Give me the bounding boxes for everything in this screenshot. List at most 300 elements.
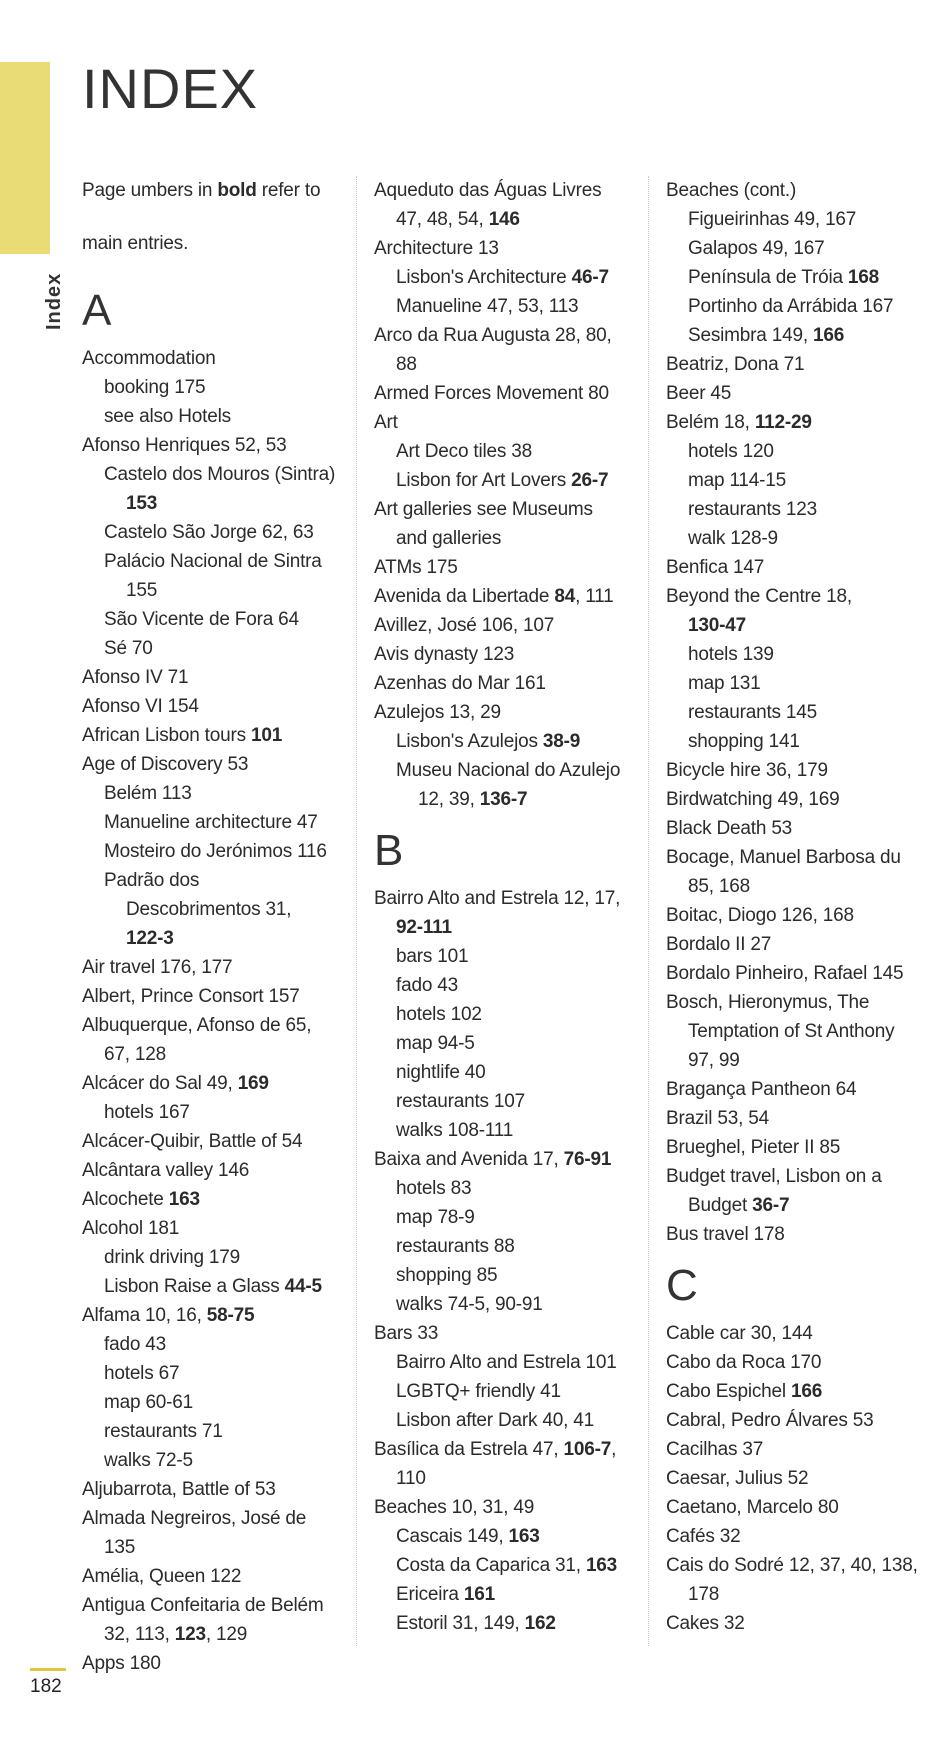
entry-text: main entries. [82, 233, 189, 254]
main-page-ref: 136-7 [479, 789, 528, 810]
main-page-ref: 106-7 [563, 1439, 612, 1460]
entry-text: São Vicente de Fora 64 [104, 609, 299, 630]
entry-text: hotels 120 [688, 441, 774, 462]
side-label: Index [43, 272, 65, 330]
entry-text: Basílica da Estrela 47, [374, 1439, 564, 1460]
index-entry [374, 1319, 639, 1348]
entry-text: Benfica 147 [666, 557, 765, 578]
index-entry [666, 553, 931, 582]
index-entry [666, 814, 931, 843]
index-subentry [374, 1261, 639, 1290]
entry-text: 97, 99 [688, 1050, 740, 1071]
main-page-ref: 123 [174, 1624, 206, 1645]
entry-text: Palácio Nacional de Sintra [104, 551, 322, 572]
entry-text: Cabo da Roca 170 [666, 1352, 822, 1373]
index-entry [666, 959, 931, 988]
index-subentry [82, 924, 347, 953]
index-subentry [374, 1232, 639, 1261]
entry-text: Amélia, Queen 122 [82, 1566, 242, 1587]
entry-text: Alfama 10, 16, [82, 1305, 207, 1326]
entry-text: Arco da Rua Augusta 28, 80, [374, 325, 612, 346]
index-entry [374, 495, 639, 524]
index-subentry [82, 808, 347, 837]
entry-text: hotels 67 [104, 1363, 180, 1384]
entry-text: Península de Tróia [688, 267, 848, 288]
entry-text: Belém 113 [104, 783, 192, 804]
entry-text: Apps 180 [82, 1653, 161, 1674]
entry-text: Castelo dos Mouros (Sintra) [104, 464, 336, 485]
entry-text: Beyond the Centre 18, [666, 586, 852, 607]
index-subentry [666, 669, 931, 698]
section-letter: B [374, 826, 404, 875]
index-subentry [666, 466, 931, 495]
index-column-1 [82, 176, 347, 1678]
index-subentry [374, 756, 639, 785]
index-subentry [666, 234, 931, 263]
index-subentry [374, 524, 639, 553]
index-intro-note [82, 176, 347, 205]
index-entry [666, 1075, 931, 1104]
index-subentry [82, 605, 347, 634]
main-page-ref: 26-7 [571, 470, 609, 491]
main-page-ref: 130-47 [688, 615, 746, 636]
index-subentry [374, 1406, 639, 1435]
index-subentry [374, 1174, 639, 1203]
entry-text: Bairro Alto and Estrela 12, 17, [374, 888, 621, 909]
index-entry [374, 640, 639, 669]
index-entry [374, 1493, 639, 1522]
index-entry [82, 1562, 347, 1591]
index-entry [82, 431, 347, 460]
entry-text: Accommodation [82, 348, 216, 369]
index-subentry [82, 373, 347, 402]
entry-text: Azulejos 13, 29 [374, 702, 501, 723]
index-subentry [374, 350, 639, 379]
page-title: INDEX [82, 57, 259, 120]
entry-text: Portinho da Arrábida 167 [688, 296, 894, 317]
entry-text: Museu Nacional do Azulejo [396, 760, 621, 781]
entry-text: Afonso Henriques 52, 53 [82, 435, 287, 456]
index-entry [82, 1214, 347, 1243]
index-entry [666, 756, 931, 785]
entry-text: refer to [256, 180, 321, 201]
entry-text: Bosch, Hieronymus, The [666, 992, 870, 1013]
entry-text: Lisbon's Azulejos [396, 731, 543, 752]
entry-text: Castelo São Jorge 62, 63 [104, 522, 314, 543]
main-page-ref: 38-9 [542, 731, 581, 752]
page-number-rule [30, 1668, 66, 1671]
main-page-ref: 166 [791, 1381, 823, 1402]
entry-text: Lisbon's Architecture [396, 267, 572, 288]
index-subentry [374, 1203, 639, 1232]
index-entry [374, 176, 639, 205]
entry-text: 67, 128 [104, 1044, 166, 1065]
main-page-ref: 163 [585, 1555, 618, 1576]
index-entry [666, 1348, 931, 1377]
entry-text: Beaches (cont.) [666, 180, 797, 201]
index-entry [374, 669, 639, 698]
index-entry [666, 1522, 931, 1551]
column-divider [356, 176, 357, 1646]
entry-text: bars 101 [396, 946, 469, 967]
entry-text: Estoril 31, 149, [396, 1613, 525, 1634]
index-subentry [82, 402, 347, 431]
index-entry [82, 953, 347, 982]
entry-text: Alcácer-Quibir, Battle of 54 [82, 1131, 303, 1152]
entry-text: Bicycle hire 36, 179 [666, 760, 828, 781]
index-subentry [82, 1388, 347, 1417]
main-page-ref: 36-7 [752, 1195, 790, 1216]
entry-text: Alcântara valley 146 [82, 1160, 250, 1181]
index-subentry [374, 913, 639, 942]
entry-text: Bocage, Manuel Barbosa du [666, 847, 901, 868]
index-subentry [82, 489, 347, 518]
index-subentry [374, 1087, 639, 1116]
entry-text: Bus travel 178 [666, 1224, 785, 1245]
index-subentry [374, 1609, 639, 1638]
index-entry [374, 1435, 639, 1464]
index-entry [82, 1301, 347, 1330]
entry-text: Avillez, José 106, 107 [374, 615, 555, 636]
entry-text: Almada Negreiros, José de [82, 1508, 307, 1529]
entry-text: hotels 167 [104, 1102, 190, 1123]
entry-text: Brueghel, Pieter II 85 [666, 1137, 841, 1158]
index-subentry [666, 1580, 931, 1609]
entry-text: 135 [104, 1537, 136, 1558]
index-subentry [374, 205, 639, 234]
index-entry [82, 1069, 347, 1098]
index-entry [666, 901, 931, 930]
index-subentry [82, 547, 347, 576]
entry-text: fado 43 [104, 1334, 166, 1355]
index-subentry [82, 1243, 347, 1272]
entry-text: Armed Forces Movement 80 [374, 383, 609, 404]
entry-text: Brazil 53, 54 [666, 1108, 770, 1129]
entry-text: Beatriz, Dona 71 [666, 354, 805, 375]
main-page-ref: 101 [251, 725, 283, 746]
entry-text: Aljubarrota, Battle of 53 [82, 1479, 276, 1500]
index-subentry [374, 1000, 639, 1029]
index-subentry [666, 205, 931, 234]
main-page-ref: 84 [554, 586, 576, 607]
index-subentry [374, 1058, 639, 1087]
entry-text: Art Deco tiles 38 [396, 441, 532, 462]
index-subentry [666, 727, 931, 756]
index-subentry [82, 1040, 347, 1069]
index-entry [82, 1185, 347, 1214]
entry-text: Cacilhas 37 [666, 1439, 764, 1460]
index-subentry [374, 785, 639, 814]
entry-text: Architecture 13 [374, 238, 499, 259]
entry-text: Alcohol 181 [82, 1218, 180, 1239]
index-subentry [666, 872, 931, 901]
index-subentry [666, 524, 931, 553]
index-entry [374, 698, 639, 727]
entry-text: Azenhas do Mar 161 [374, 673, 546, 694]
index-subentry [374, 1116, 639, 1145]
index-intro-note [82, 229, 347, 258]
index-entry [666, 1162, 931, 1191]
entry-text: Beer 45 [666, 383, 732, 404]
entry-text: walks 74-5, 90-91 [396, 1294, 543, 1315]
index-entry [82, 1127, 347, 1156]
entry-text: Padrão dos [104, 870, 200, 891]
entry-text: Figueirinhas 49, 167 [688, 209, 857, 230]
entry-text: 110 [396, 1468, 426, 1489]
entry-text: see also Hotels [104, 406, 231, 427]
index-entry [82, 344, 347, 373]
index-subentry [666, 1046, 931, 1075]
index-entry [82, 721, 347, 750]
index-subentry [374, 1377, 639, 1406]
entry-text: shopping 141 [688, 731, 800, 752]
entry-text: Albert, Prince Consort 157 [82, 986, 300, 1007]
entry-text: restaurants 107 [396, 1091, 526, 1112]
index-entry [666, 1435, 931, 1464]
entry-text: walk 128-9 [688, 528, 778, 549]
entry-text: Afonso VI 154 [82, 696, 199, 717]
entry-text: Aqueduto das Águas Livres [374, 180, 602, 201]
entry-text: Air travel 176, 177 [82, 957, 233, 978]
entry-text: Afonso IV 71 [82, 667, 189, 688]
entry-text: Sé 70 [104, 638, 153, 659]
entry-text: Baixa and Avenida 17, [374, 1149, 564, 1170]
entry-text: Antigua Confeitaria de Belém [82, 1595, 324, 1616]
entry-text: Cabral, Pedro Álvares 53 [666, 1410, 874, 1431]
entry-text: hotels 83 [396, 1178, 472, 1199]
index-entry [82, 1504, 347, 1533]
index-entry [666, 350, 931, 379]
index-entry [374, 408, 639, 437]
entry-text: , [611, 1439, 617, 1460]
index-entry [666, 582, 931, 611]
entry-text: Cable car 30, 144 [666, 1323, 813, 1344]
entry-text: Black Death 53 [666, 818, 793, 839]
entry-text: Bars 33 [374, 1323, 439, 1344]
entry-text: LGBTQ+ friendly 41 [396, 1381, 561, 1402]
index-entry [666, 176, 931, 205]
index-entry [82, 1011, 347, 1040]
index-entry [374, 553, 639, 582]
entry-text: Avenida da Libertade [374, 586, 555, 607]
entry-text: Bordalo Pinheiro, Rafael 145 [666, 963, 904, 984]
index-subentry [666, 1017, 931, 1046]
entry-text: map 114-15 [688, 470, 786, 491]
entry-text: 47, 48, 54, [396, 209, 489, 230]
index-entry [666, 843, 931, 872]
index-subentry [374, 437, 639, 466]
index-entry [82, 982, 347, 1011]
index-entry [374, 611, 639, 640]
index-subentry [666, 495, 931, 524]
index-subentry [374, 1290, 639, 1319]
index-subentry [666, 611, 931, 640]
index-subentry [82, 518, 347, 547]
index-entry [666, 1220, 931, 1249]
entry-text: booking 175 [104, 377, 206, 398]
entry-text: Budget [688, 1195, 753, 1216]
index-column-2 [374, 176, 639, 1638]
entry-text: Manueline architecture 47 [104, 812, 318, 833]
index-entry [82, 1649, 347, 1678]
index-subentry [666, 292, 931, 321]
entry-text: restaurants 123 [688, 499, 818, 520]
index-subentry [82, 460, 347, 489]
entry-text: Art [374, 412, 398, 433]
index-subentry [82, 895, 347, 924]
index-entry [666, 1104, 931, 1133]
entry-text: Bairro Alto and Estrela 101 [396, 1352, 617, 1373]
index-subentry [374, 1029, 639, 1058]
entry-text: Sesimbra 149, [688, 325, 813, 346]
main-page-ref: 161 [463, 1584, 495, 1605]
index-entry [666, 1319, 931, 1348]
entry-text: Caesar, Julius 52 [666, 1468, 809, 1489]
index-entry [82, 692, 347, 721]
index-entry [82, 663, 347, 692]
main-page-ref: 162 [524, 1613, 556, 1634]
entry-text: Bordalo II 27 [666, 934, 772, 955]
entry-text: Caetano, Marcelo 80 [666, 1497, 839, 1518]
index-subentry [82, 1272, 347, 1301]
index-subentry [82, 779, 347, 808]
entry-text: Page umbers in [82, 180, 218, 201]
index-entry [666, 379, 931, 408]
entry-text: Art galleries see Museums [374, 499, 593, 520]
entry-text: 32, 113, [104, 1624, 175, 1645]
index-subentry [666, 321, 931, 350]
index-subentry [82, 866, 347, 895]
entry-text: Mosteiro do Jerónimos 116 [104, 841, 327, 862]
entry-text: Galapos 49, 167 [688, 238, 825, 259]
entry-text: shopping 85 [396, 1265, 498, 1286]
index-subentry [374, 942, 639, 971]
entry-text: Birdwatching 49, 169 [666, 789, 840, 810]
entry-text: 155 [126, 580, 158, 601]
index-subentry [82, 1330, 347, 1359]
index-subentry [82, 1533, 347, 1562]
entry-text: restaurants 88 [396, 1236, 515, 1257]
entry-text: walks 108-111 [396, 1120, 514, 1141]
entry-text: walks 72-5 [104, 1450, 193, 1471]
index-subentry [82, 1098, 347, 1127]
entry-text: 178 [688, 1584, 720, 1605]
entry-text: Alcácer do Sal 49, [82, 1073, 238, 1094]
chapter-tab [0, 62, 50, 254]
entry-text: Bragança Pantheon 64 [666, 1079, 857, 1100]
entry-text: Cakes 32 [666, 1613, 745, 1634]
section-letter: C [666, 1261, 698, 1310]
entry-text: Budget travel, Lisbon on a [666, 1166, 882, 1187]
index-entry [666, 1464, 931, 1493]
index-subentry [666, 640, 931, 669]
index-entry [666, 1377, 931, 1406]
main-page-ref: bold [217, 180, 257, 201]
index-subentry [374, 292, 639, 321]
main-page-ref: 46-7 [571, 267, 609, 288]
index-entry [666, 1609, 931, 1638]
entry-text: Temptation of St Anthony [688, 1021, 895, 1042]
index-subentry [374, 466, 639, 495]
index-subentry [374, 1551, 639, 1580]
index-subentry [666, 1191, 931, 1220]
index-entry [666, 408, 931, 437]
entry-text: Costa da Caparica 31, [396, 1555, 586, 1576]
index-entry [666, 1551, 931, 1580]
index-subentry [666, 263, 931, 292]
entry-text: Cascais 149, [396, 1526, 509, 1547]
index-entry [82, 750, 347, 779]
index-subentry [82, 1417, 347, 1446]
entry-text: Manueline 47, 53, 113 [396, 296, 579, 317]
index-subentry [374, 1580, 639, 1609]
main-page-ref: 153 [126, 493, 158, 514]
entry-text: 88 [396, 354, 417, 375]
index-entry [666, 930, 931, 959]
index-subentry [666, 437, 931, 466]
index-subentry [374, 971, 639, 1000]
page-number: 182 [30, 1676, 62, 1697]
entry-text: Alcochete [82, 1189, 169, 1210]
index-entry [374, 884, 639, 913]
entry-text: map 78-9 [396, 1207, 475, 1228]
index-subentry [374, 1522, 639, 1551]
index-subentry [374, 263, 639, 292]
main-page-ref: 168 [847, 267, 880, 288]
index-subentry [666, 698, 931, 727]
index-entry [82, 1475, 347, 1504]
index-subentry [374, 727, 639, 756]
entry-text: 85, 168 [688, 876, 750, 897]
index-subentry [82, 1359, 347, 1388]
entry-text: fado 43 [396, 975, 458, 996]
index-subentry [82, 576, 347, 605]
main-page-ref: 44-5 [284, 1276, 322, 1297]
index-subentry [82, 634, 347, 663]
main-page-ref: 122-3 [126, 928, 174, 949]
entry-text: Avis dynasty 123 [374, 644, 515, 665]
entry-text: map 60-61 [104, 1392, 194, 1413]
index-entry [666, 1133, 931, 1162]
entry-text: restaurants 145 [688, 702, 818, 723]
entry-text: Lisbon Raise a Glass [104, 1276, 285, 1297]
entry-text: Beaches 10, 31, 49 [374, 1497, 535, 1518]
entry-text: 12, 39, [418, 789, 480, 810]
index-entry [82, 1591, 347, 1620]
main-page-ref: 166 [813, 325, 845, 346]
entry-text: Cabo Espichel [666, 1381, 791, 1402]
entry-text: Boitac, Diogo 126, 168 [666, 905, 854, 926]
index-entry [374, 234, 639, 263]
entry-text: Cais do Sodré 12, 37, 40, 138, [666, 1555, 918, 1576]
index-entry [374, 321, 639, 350]
main-page-ref: 58-75 [206, 1305, 255, 1326]
entry-text: , 111 [575, 586, 614, 607]
entry-text: Lisbon for Art Lovers [396, 470, 572, 491]
entry-text: African Lisbon tours [82, 725, 251, 746]
index-subentry [82, 1620, 347, 1649]
entry-text: nightlife 40 [396, 1062, 486, 1083]
index-subentry [82, 1446, 347, 1475]
entry-text: hotels 139 [688, 644, 774, 665]
entry-text: map 131 [688, 673, 761, 694]
index-subentry [374, 1464, 639, 1493]
entry-text: Albuquerque, Afonso de 65, [82, 1015, 312, 1036]
entry-text: ATMs 175 [374, 557, 458, 578]
index-entry [666, 785, 931, 814]
entry-text: Descobrimentos 31, [126, 899, 292, 920]
main-page-ref: 146 [488, 209, 520, 230]
